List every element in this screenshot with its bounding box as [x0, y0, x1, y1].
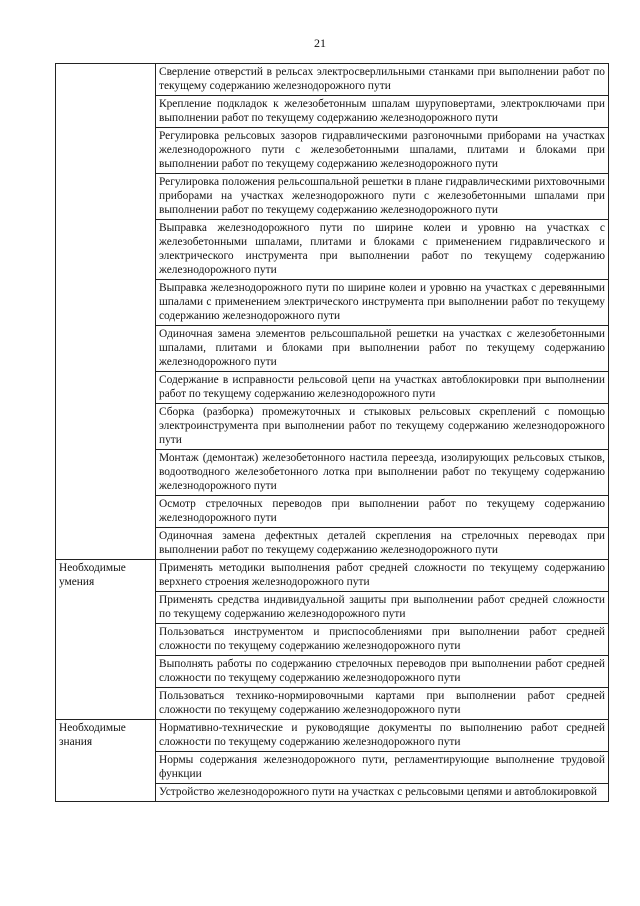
- section-item: Регулировка положения рельсошпальной решетки в плане гидравлическими рихтовочными приборами на участках железнодорожного пути с железобетонными шпалами при выполнении работ по текущему содержанию железнодорожного пути: [156, 174, 609, 220]
- section-item: Пользоваться инструментом и приспособлениями при выполнении работ средней сложности по текущему содержанию железнодорожного пути: [156, 624, 609, 656]
- section-item: Монтаж (демонтаж) железобетонного настила переезда, изолирующих рельсовых стыков, водоотводного железобетонного лотка при выполнении работ по текущему содержанию железнодорожного пути: [156, 450, 609, 496]
- table-row: [56, 64, 609, 96]
- section-item: Одиночная замена элементов рельсошпальной решетки на участках с железобетонными шпалами, плитами и блоками при выполнении работ по текущему содержанию железнодорожного пути: [156, 326, 609, 372]
- section-label: Необходимые знания: [56, 720, 156, 802]
- section-item: Сборка (разборка) промежуточных и стыковых рельсовых скреплений с помощью электроинструмента при выполнении работ по текущему содержанию железнодорожного пути: [156, 404, 609, 450]
- section-label: Необходимые умения: [56, 560, 156, 720]
- section-item: Выправка железнодорожного пути по ширине колеи и уровню на участках с железобетонными шпалами, плитами и блоками с применением гидравлического и электрического инструмента при выполнении работ по текущему содержанию железнодорожного пути: [156, 220, 609, 280]
- section-item: Регулировка рельсовых зазоров гидравлическими разгоночными приборами на участках железнодорожного пути с железобетонными шпалами, плитами и блоками при выполнении работ по текущему содержанию железнодорожного пути: [156, 128, 609, 174]
- table-row: [56, 720, 609, 752]
- page-number: 21: [314, 36, 326, 50]
- section-item: Нормы содержания железнодорожного пути, регламентирующие выполнение трудовой функции: [156, 752, 609, 784]
- section-item: Устройство железнодорожного пути на участках с рельсовыми цепями и автоблокировкой: [156, 784, 609, 802]
- section-item: Одиночная замена дефектных деталей скрепления на стрелочных переводах при выполнении работ по текущему содержанию железнодорожного пути: [156, 528, 609, 560]
- section-label: [56, 64, 156, 560]
- section-item: Применять средства индивидуальной защиты при выполнении работ средней сложности по текущему содержанию железнодорожного пути: [156, 592, 609, 624]
- section-item: Пользоваться технико-нормировочными картами при выполнении работ средней сложности по текущему содержанию железнодорожного пути: [156, 688, 609, 720]
- competency-table: [55, 63, 609, 802]
- section-item: Осмотр стрелочных переводов при выполнении работ по текущему содержанию железнодорожного пути: [156, 496, 609, 528]
- section-item: Сверление отверстий в рельсах электросверлильными станками при выполнении работ по текущему содержанию железнодорожного пути: [156, 64, 609, 96]
- section-item: Крепление подкладок к железобетонным шпалам шуруповертами, электроключами при выполнении работ по текущему содержанию железнодорожного пути: [156, 96, 609, 128]
- competency-table-body: [56, 64, 609, 802]
- section-item: Применять методики выполнения работ средней сложности по текущему содержанию верхнего строения железнодорожного пути: [156, 560, 609, 592]
- section-item: Нормативно-технические и руководящие документы по выполнению работ средней сложности по текущему содержанию железнодорожного пути: [156, 720, 609, 752]
- section-item: Выправка железнодорожного пути по ширине колеи и уровню на участках с деревянными шпалами с применением электрического инструмента при выполнении работ по текущему содержанию железнодорожного пути: [156, 280, 609, 326]
- section-item: Содержание в исправности рельсовой цепи на участках автоблокировки при выполнении работ по текущему содержанию железнодорожного пути: [156, 372, 609, 404]
- section-item: Выполнять работы по содержанию стрелочных переводов при выполнении работ средней сложности по текущему содержанию железнодорожного пути: [156, 656, 609, 688]
- table-row: [56, 560, 609, 592]
